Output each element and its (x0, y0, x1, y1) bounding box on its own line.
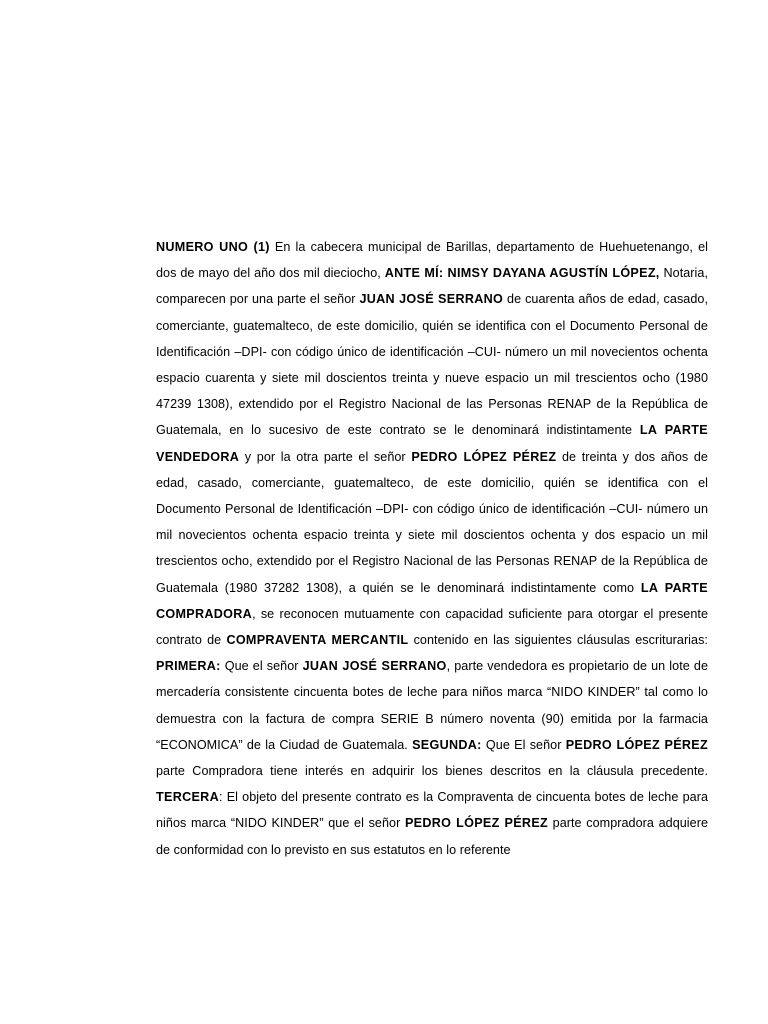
seller-party-label: LA PARTE VENDEDORA (156, 423, 708, 464)
notary-name: ANTE MÍ: NIMSY DAYANA AGUSTÍN LÓPEZ, (384, 266, 660, 281)
deed-number: NUMERO UNO (1) (156, 240, 270, 254)
body-text: : El objeto del presente contrato es la Compraventa de cincuenta botes de leche para niños marca “NIDO KINDER” que el señor (156, 790, 708, 831)
body-text: En la cabecera municipal de Barillas, departamento de Huehuetenango, el dos de mayo del año dos mil dieciocho, (156, 240, 709, 281)
buyer-name: PEDRO LÓPEZ PÉREZ (411, 449, 557, 464)
body-text: contenido en las siguientes cláusulas escriturarias: (408, 633, 708, 648)
body-text: de cuarenta años de edad, casado, comerciante, guatemalteco, de este domicilio, quién se identifica con el Documento Personal de Identificación –DPI- con código único de identificación –CUI- número un mil novecientos ochenta espacio cuarenta y siete mil doscientos treinta y nueve espacio un mil trescientos ocho (1980 47239 1308), extendido por el Registro Nacional de las Personas RENAP de la República de Guatemala, en lo sucesivo de este contrato se le denominará indistintamente (156, 292, 708, 438)
buyer-name: PEDRO LÓPEZ PÉREZ (565, 737, 708, 752)
body-text: , se reconocen mutuamente con capacidad suficiente para otorgar el presente contrato de (156, 606, 708, 648)
body-text: , parte vendedora es propietario de un lote de mercadería consistente cincuenta botes de leche para niños marca “NIDO KINDER” tal como lo demuestra con la factura de compra SERIE B número noventa (90) emitida por la farmacia “ECONOMICA” de la Ciudad de Guatemala. (156, 659, 708, 752)
body-text: y por la otra parte el señor (239, 449, 412, 464)
buyer-party-label: LA PARTE COMPRADORA (156, 580, 709, 621)
body-text: de treinta y dos años de edad, casado, comerciante, guatemalteco, de este domicilio, quién se identifica con el Documento Personal de Identificación –DPI- con código único de identificación –CUI- número un mil novecientos ochenta espacio treinta y siete mil doscientos ochenta y dos espacio un mil trescientos ocho, extendido por el Registro Nacional de las Personas RENAP de la República de Guatemala (1980 37282 1308), a quién se le denominará indistintamente como (156, 449, 708, 595)
clause-third-heading: TERCERA (156, 790, 219, 805)
body-text: Notaria, comparecen por una parte el señor (156, 266, 708, 307)
clause-first-heading: PRIMERA: (156, 659, 221, 674)
body-text: Que El señor (481, 737, 566, 752)
seller-name: JUAN JOSÉ SERRANO (302, 659, 447, 674)
seller-name: JUAN JOSÉ SERRANO (359, 292, 504, 307)
contract-type: COMPRAVENTA MERCANTIL (226, 633, 409, 648)
clause-second-heading: SEGUNDA: (412, 737, 482, 752)
body-text: parte compradora adquiere de conformidad con lo previsto en sus estatutos en lo referente (156, 816, 709, 857)
body-text: Que el señor (220, 659, 303, 674)
body-text: parte Compradora tiene interés en adquirir los bienes descritos en la cláusula precedente. (156, 764, 708, 779)
buyer-name: PEDRO LÓPEZ PÉREZ (404, 816, 549, 831)
contract-body-text (156, 234, 708, 863)
